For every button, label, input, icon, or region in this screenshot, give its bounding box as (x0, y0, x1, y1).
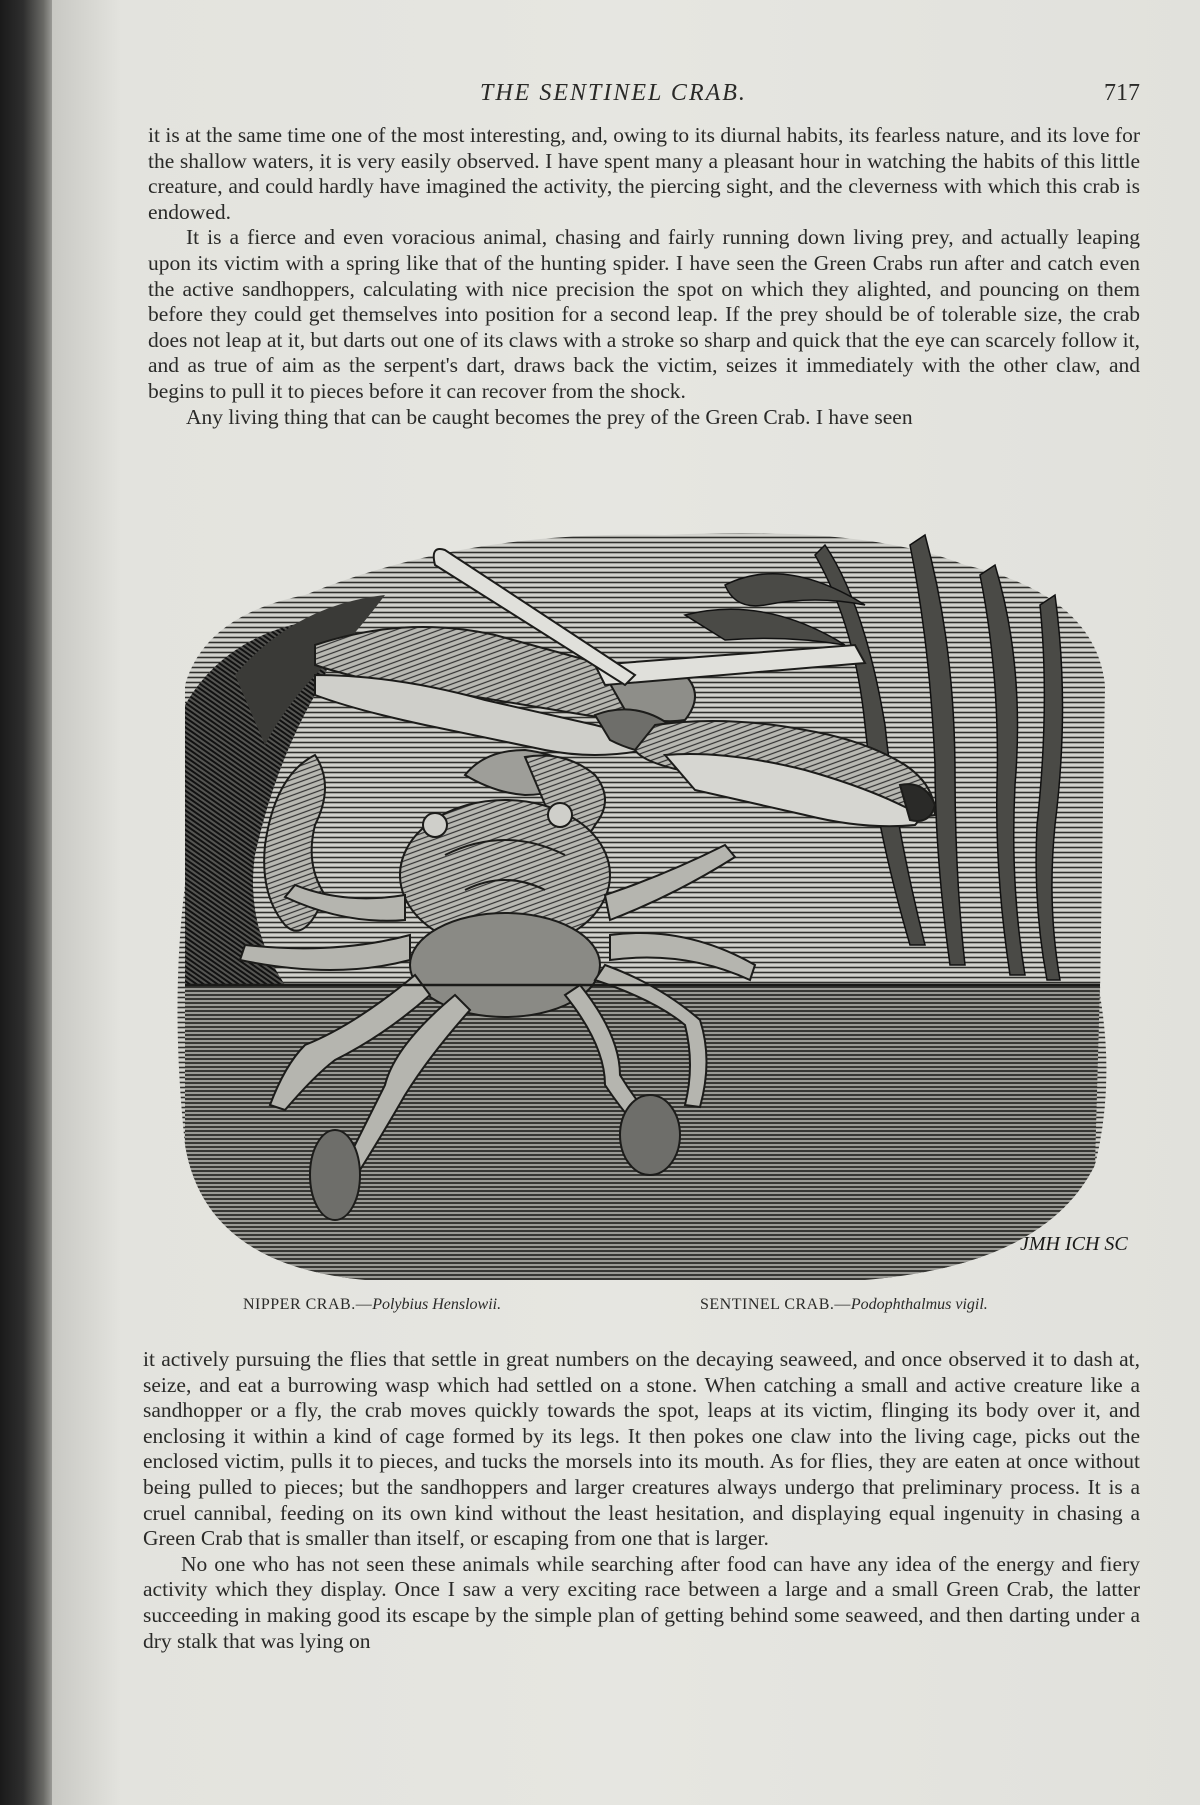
caption-common-name: NIPPER CRAB.— (243, 1296, 373, 1313)
paragraph: It is a fierce and even voracious animal, chasing and fairly running down living prey, and actually leaping upon its victim with a spring like that of the hunting spider. I have seen the Green Crabs run after and catch even the active sandhoppers, calculating with nice precision the spot on which they alighted, and pouncing on them before they could get themselves into position for a second leap. If the prey should be of tolerable size, the crab does not leap at it, but darts out one of its claws with a stroke so sharp and quick that the eye can scarcely follow it, and as true of aim as the serpent's dart, draws back the victim, seizes it immediately with the other claw, and begins to pull it to pieces before it can recover from the shock. (148, 225, 1140, 403)
page-number: 717 (1104, 80, 1140, 106)
engraving-illustration (165, 525, 1128, 1285)
paragraph: Any living thing that can be caught becomes the prey of the Green Crab. I have seen (186, 404, 913, 429)
paragraph: it actively pursuing the flies that settle in great numbers on the decaying seaweed, and once observed it to dash at, seize, and eat a burrowing wasp which had settled on a stone. When catching a small and active creature like a sandhopper or a fly, the crab moves quickly towards the spot, leaps at its victim, flinging its body over it, and enclosing it within a kind of cage formed by its legs. It then pokes one claw into the living cage, picks out the enclosed victim, pulls it to pieces, and tucks the morsels into its mouth. As for flies, they are eaten at once without being pulled to pieces; but the sandhoppers and larger creatures always undergo that preliminary process. It is a cruel cannibal, feeding on its own kind without the least hesitation, and displaying equal ingenuity in chasing a Green Crab that is smaller than itself, or escaping from one that is larger. (143, 1347, 1140, 1551)
book-binding-shadow (0, 0, 58, 1805)
running-title: THE SENTINEL CRAB. (480, 80, 747, 106)
paragraph: No one who has not seen these animals while searching after food can have any idea of the energy and fiery activity which they display. Once I saw a very exciting race between a large and a small Green Crab, the latter succeeding in making good its escape by the simple plan of getting behind some seaweed, and then darting under a dry stalk that was lying on (143, 1551, 1140, 1653)
caption-nipper-crab (243, 1296, 501, 1314)
engraver-signature: JMH ICH SC (1020, 1233, 1128, 1255)
caption-latin-name: Podophthalmus vigil. (850, 1296, 988, 1313)
caption-common-name: SENTINEL CRAB.— (700, 1296, 851, 1313)
caption-sentinel-crab (700, 1296, 988, 1314)
body-text-bottom (143, 1347, 1140, 1654)
paragraph: it is at the same time one of the most interesting, and, owing to its diurnal habits, its fearless nature, and its love for the shallow waters, it is very easily observed. I have spent many a pleasant hour in watching the habits of this little creature, and could hardly have imagined the activity, the piercing sight, and the cleverness with which this crab is endowed. (148, 123, 1140, 224)
body-text-top (148, 123, 1140, 430)
running-head (150, 80, 1140, 114)
crab-engraving (165, 525, 1128, 1285)
caption-latin-name: Polybius Henslowii. (372, 1296, 502, 1313)
